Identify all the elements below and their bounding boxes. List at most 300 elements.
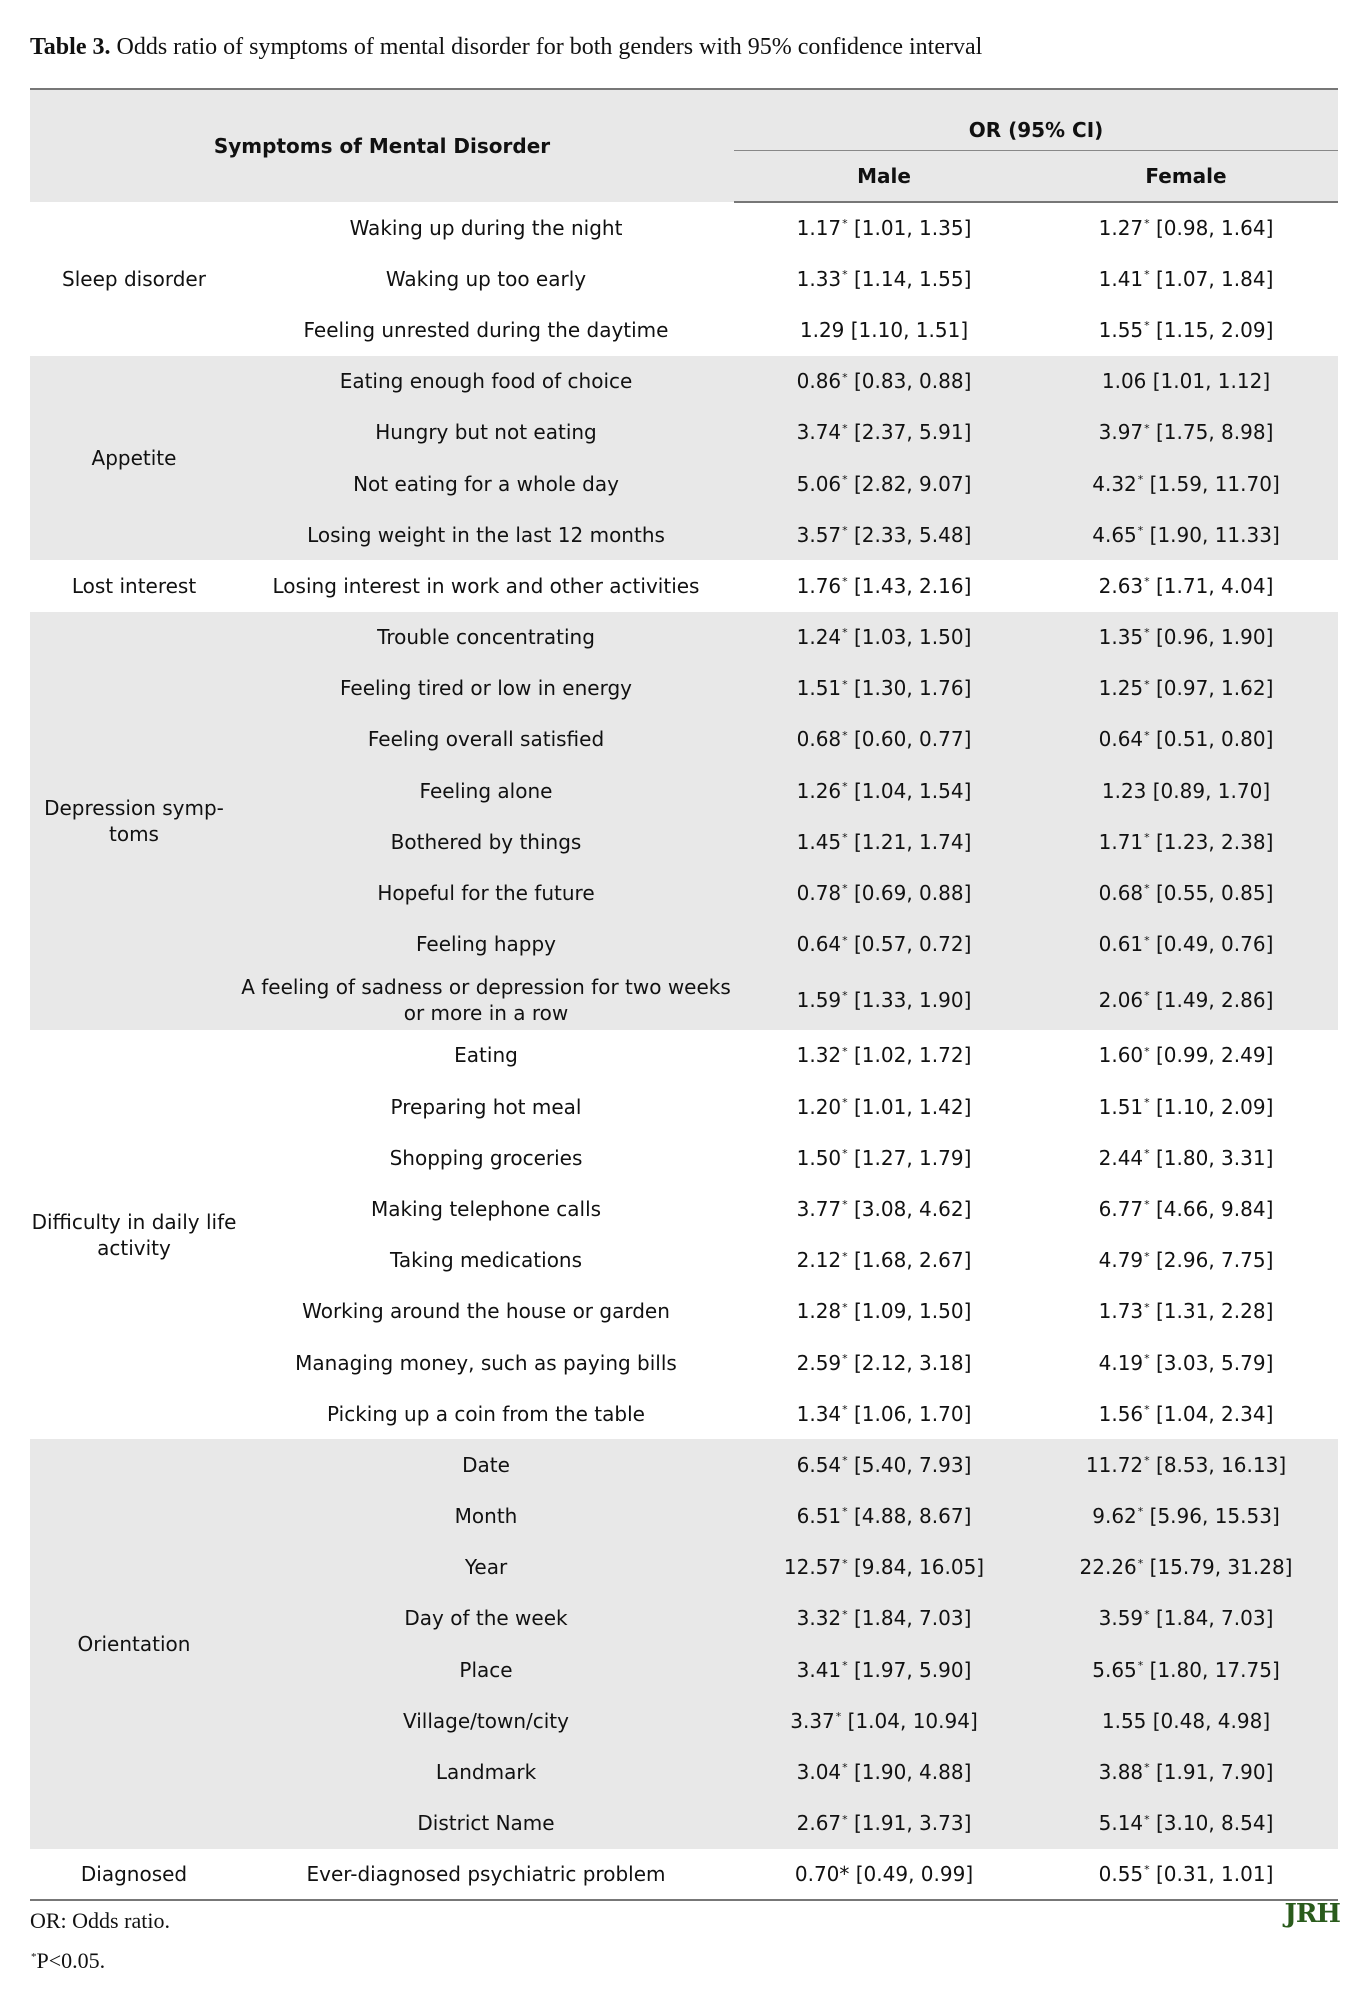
- female-or-value: 9.62: [1092, 1504, 1137, 1529]
- group-label: Orientation: [30, 1439, 238, 1849]
- symptom-label: Feeling unrested during the daytime: [238, 304, 734, 355]
- male-ci-value: [1.09, 1.50]: [847, 1299, 972, 1324]
- female-ci-value: [1.04, 2.34]: [1149, 1401, 1274, 1426]
- female-ci-value: [0.97, 1.62]: [1149, 676, 1274, 701]
- significance-mark: *: [1137, 1556, 1144, 1570]
- male-or-cell: [734, 1286, 1034, 1337]
- male-or-cell: [734, 1030, 1034, 1081]
- female-or-value: 0.68: [1098, 881, 1144, 906]
- male-ci-value: [1.10, 1.51]: [844, 317, 969, 342]
- significance-mark: *: [842, 1044, 848, 1058]
- female-or-cell: [1034, 867, 1338, 918]
- female-or-value: 1.51: [1098, 1094, 1144, 1119]
- male-or-cell: [734, 304, 1034, 355]
- symptom-label: Waking up during the night: [238, 202, 734, 253]
- female-or-value: 0.61: [1098, 932, 1144, 957]
- male-or-cell: [734, 714, 1034, 765]
- male-or-cell: [734, 1081, 1034, 1132]
- group-label: Difficulty in daily life activity: [30, 1030, 238, 1440]
- male-or-value: 0.68: [796, 727, 842, 752]
- female-or-cell: [1034, 663, 1338, 714]
- female-ci-value: [0.48, 4.98]: [1146, 1708, 1271, 1733]
- male-ci-value: [1.90, 4.88]: [847, 1760, 972, 1785]
- significance-mark: *: [842, 1351, 848, 1365]
- female-or-value: 3.97: [1098, 420, 1144, 445]
- male-or-cell: [734, 1695, 1034, 1746]
- significance-mark: *: [1144, 1249, 1150, 1263]
- footnote-p-star: *: [31, 1950, 37, 1963]
- significance-mark: *: [842, 1403, 848, 1417]
- female-or-cell: [1034, 1081, 1338, 1132]
- significance-mark: *: [1144, 1351, 1150, 1365]
- male-ci-value: [1.27, 1.79]: [847, 1145, 972, 1170]
- female-or-value: 4.19: [1098, 1350, 1144, 1375]
- caption-label: Table 3.: [30, 34, 111, 60]
- header-male: Male: [734, 151, 1034, 203]
- female-ci-value: [1.01, 1.12]: [1146, 369, 1271, 394]
- male-or-cell: [734, 1542, 1034, 1593]
- male-or-cell: [734, 202, 1034, 253]
- significance-mark: *: [842, 1607, 848, 1621]
- male-or-value: 1.24: [796, 625, 842, 650]
- male-or-value: 1.29: [799, 317, 845, 342]
- significance-mark: *: [842, 728, 848, 742]
- male-ci-value: [1.30, 1.76]: [847, 676, 972, 701]
- significance-mark: *: [842, 1095, 848, 1109]
- female-or-cell: [1034, 458, 1338, 509]
- female-or-cell: [1034, 1798, 1338, 1849]
- male-or-cell: [734, 765, 1034, 816]
- female-or-cell: [1034, 407, 1338, 458]
- male-or-cell: [734, 356, 1034, 407]
- male-or-cell: [734, 509, 1034, 560]
- male-ci-value: [3.08, 4.62]: [847, 1196, 972, 1221]
- female-or-value: 0.64: [1098, 727, 1144, 752]
- male-ci-value: [1.06, 1.70]: [847, 1401, 972, 1426]
- symptom-label: Losing weight in the last 12 months: [238, 509, 734, 560]
- male-or-value: 1.20: [796, 1094, 842, 1119]
- significance-mark: *: [842, 989, 848, 1003]
- symptom-label: Day of the week: [238, 1593, 734, 1644]
- significance-mark: *: [1144, 626, 1150, 640]
- male-or-cell: [734, 612, 1034, 663]
- female-or-cell: [1034, 1542, 1338, 1593]
- symptom-label: Ever-diagnosed psychiatric problem: [238, 1849, 734, 1900]
- female-or-cell: [1034, 1388, 1338, 1439]
- male-ci-value: [5.40, 7.93]: [847, 1452, 972, 1477]
- female-or-value: 2.06: [1098, 987, 1144, 1012]
- male-ci-value: [0.69, 0.88]: [847, 881, 972, 906]
- symptom-label: Year: [238, 1542, 734, 1593]
- female-ci-value: [1.84, 7.03]: [1149, 1606, 1274, 1631]
- symptom-label: Hungry but not eating: [238, 407, 734, 458]
- male-or-value: 0.78: [796, 881, 842, 906]
- significance-mark: *: [1144, 1300, 1150, 1314]
- male-or-cell: [734, 560, 1034, 611]
- male-ci-value: [1.68, 2.67]: [847, 1248, 972, 1273]
- female-ci-value: [1.49, 2.86]: [1149, 987, 1274, 1012]
- female-ci-value: [1.23, 2.38]: [1149, 829, 1274, 854]
- female-ci-value: [2.96, 7.75]: [1149, 1248, 1274, 1273]
- male-ci-value: [2.12, 3.18]: [847, 1350, 972, 1375]
- male-or-cell: [734, 1593, 1034, 1644]
- female-or-cell: [1034, 356, 1338, 407]
- female-ci-value: [1.80, 3.31]: [1149, 1145, 1274, 1170]
- significance-mark: *: [842, 1249, 848, 1263]
- female-ci-value: [0.55, 0.85]: [1149, 881, 1274, 906]
- significance-mark: *: [842, 575, 848, 589]
- male-or-cell: [734, 1746, 1034, 1797]
- symptom-label: Feeling happy: [238, 919, 734, 970]
- female-or-cell: [1034, 1746, 1338, 1797]
- significance-mark: *: [842, 882, 848, 896]
- significance-mark: *: [842, 1454, 848, 1468]
- significance-mark: *: [1144, 575, 1150, 589]
- symptom-label: Place: [238, 1644, 734, 1695]
- female-or-cell: [1034, 1849, 1338, 1900]
- significance-mark: *: [1144, 217, 1150, 231]
- significance-mark: *: [1144, 319, 1150, 333]
- female-or-value: 1.55: [1101, 1708, 1147, 1733]
- significance-mark: *: [1144, 1147, 1150, 1161]
- group-block: [30, 612, 1338, 1030]
- symptom-label: Making telephone calls: [238, 1183, 734, 1234]
- female-ci-value: [5.96, 15.53]: [1143, 1504, 1280, 1529]
- male-or-cell: [734, 867, 1034, 918]
- female-ci-value: [3.10, 8.54]: [1149, 1811, 1274, 1836]
- significance-mark: *: [842, 626, 848, 640]
- significance-mark: *: [1144, 268, 1150, 282]
- female-or-value: 0.55: [1098, 1861, 1144, 1886]
- footnote-or: OR: Odds ratio.: [30, 1908, 170, 1933]
- female-or-value: 5.65: [1092, 1657, 1137, 1682]
- symptom-label: Managing money, such as paying bills: [238, 1337, 734, 1388]
- female-or-value: 1.56: [1098, 1401, 1144, 1426]
- female-ci-value: [0.31, 1.01]: [1149, 1861, 1274, 1886]
- male-or-cell: [734, 1183, 1034, 1234]
- female-or-value: 11.72: [1085, 1452, 1144, 1477]
- table-row: [30, 560, 1338, 611]
- female-or-cell: [1034, 919, 1338, 970]
- female-ci-value: [1.91, 7.90]: [1149, 1760, 1274, 1785]
- male-or-cell: [734, 1798, 1034, 1849]
- female-ci-value: [1.59, 11.70]: [1143, 471, 1280, 496]
- female-ci-value: [1.10, 2.09]: [1149, 1094, 1274, 1119]
- female-or-cell: [1034, 1695, 1338, 1746]
- male-or-cell: [734, 1439, 1034, 1490]
- male-or-cell: [734, 1132, 1034, 1183]
- male-ci-value: [1.91, 3.73]: [847, 1811, 972, 1836]
- significance-mark: *: [1144, 1607, 1150, 1621]
- significance-mark: *: [842, 933, 848, 947]
- female-or-value: 1.35: [1098, 625, 1144, 650]
- female-ci-value: [1.15, 2.09]: [1149, 317, 1274, 342]
- male-ci-value: [9.84, 16.05]: [847, 1555, 985, 1580]
- female-or-value: 1.73: [1098, 1299, 1144, 1324]
- table-row: [30, 202, 1338, 253]
- symptom-label: Hopeful for the future: [238, 867, 734, 918]
- table-row: [30, 1849, 1338, 1900]
- group-block: [30, 202, 1338, 356]
- significance-mark: *: [842, 268, 848, 282]
- male-ci-value: [1.33, 1.90]: [847, 987, 972, 1012]
- significance-mark: *: [842, 1300, 848, 1314]
- caption-text: Odds ratio of symptoms of mental disorder for both genders with 95% confidence interval: [110, 34, 983, 60]
- header-or-ci: OR (95% CI): [734, 89, 1338, 151]
- group-block: [30, 1849, 1338, 1900]
- male-or-value: 3.77: [796, 1196, 842, 1221]
- female-ci-value: [15.79, 31.28]: [1143, 1555, 1293, 1580]
- female-ci-value: [1.90, 11.33]: [1143, 522, 1280, 547]
- female-or-cell: [1034, 509, 1338, 560]
- significance-mark: *: [842, 1659, 848, 1672]
- symptom-label: Taking medications: [238, 1235, 734, 1286]
- female-ci-value: [0.89, 1.70]: [1146, 778, 1271, 803]
- significance-mark: *: [842, 1198, 848, 1212]
- group-block: [30, 1439, 1338, 1849]
- male-or-value: 0.86: [796, 369, 842, 394]
- significance-mark: *: [1144, 989, 1150, 1003]
- male-or-value: 1.34: [796, 1401, 842, 1426]
- male-ci-value: [1.04, 1.54]: [847, 778, 972, 803]
- symptom-label: Date: [238, 1439, 734, 1490]
- male-or-cell: [734, 663, 1034, 714]
- odds-ratio-table: [30, 88, 1338, 1901]
- significance-mark: *: [1144, 421, 1150, 435]
- symptom-label: Shopping groceries: [238, 1132, 734, 1183]
- table-header: [30, 89, 1338, 202]
- male-or-value: 0.64: [796, 932, 842, 957]
- group-label: Lost interest: [30, 560, 238, 611]
- footnote-p: [30, 1948, 170, 1974]
- female-or-cell: [1034, 1491, 1338, 1542]
- significance-mark: *: [1144, 1044, 1150, 1058]
- significance-mark: *: [1144, 933, 1150, 947]
- symptom-label: Losing interest in work and other activities: [238, 560, 734, 611]
- symptom-label: Bothered by things: [238, 816, 734, 867]
- female-or-cell: [1034, 765, 1338, 816]
- header-symptoms: Symptoms of Mental Disorder: [30, 89, 734, 202]
- significance-mark: *: [842, 524, 848, 538]
- significance-mark: *: [1144, 728, 1150, 742]
- female-or-value: 4.32: [1092, 471, 1137, 496]
- male-or-value: 6.51: [796, 1504, 842, 1529]
- significance-mark: *: [1144, 1095, 1150, 1109]
- female-or-value: 1.06: [1101, 369, 1147, 394]
- female-or-value: 2.63: [1098, 573, 1144, 598]
- male-ci-value: [1.97, 5.90]: [847, 1657, 972, 1682]
- significance-mark: *: [842, 217, 848, 231]
- female-ci-value: [1.71, 4.04]: [1149, 573, 1274, 598]
- male-or-value: 3.04: [796, 1760, 842, 1785]
- male-ci-value: [1.21, 1.74]: [847, 829, 972, 854]
- significance-mark: *: [842, 1556, 848, 1570]
- significance-mark: *: [1144, 677, 1150, 691]
- symptom-label: Feeling tired or low in energy: [238, 663, 734, 714]
- significance-mark: *: [835, 1710, 842, 1724]
- symptom-label: Landmark: [238, 1746, 734, 1797]
- male-ci-value: [1.04, 10.94]: [841, 1708, 978, 1733]
- significance-mark: *: [842, 1147, 848, 1161]
- female-or-value: 1.27: [1098, 216, 1144, 241]
- symptom-label: Feeling overall satisfied: [238, 714, 734, 765]
- male-ci-value: [2.82, 9.07]: [847, 471, 972, 496]
- male-ci-value: [1.43, 2.16]: [847, 573, 972, 598]
- male-or-value: 5.06: [796, 471, 842, 496]
- male-or-value: 12.57: [783, 1555, 842, 1580]
- header-female: Female: [1034, 151, 1338, 203]
- female-or-value: 3.88: [1098, 1760, 1144, 1785]
- male-or-value: 2.12: [796, 1248, 842, 1273]
- female-or-value: 3.59: [1098, 1606, 1144, 1631]
- significance-mark: *: [1137, 524, 1144, 538]
- male-ci-value: [0.57, 0.72]: [847, 932, 972, 957]
- male-or-value: 1.59: [796, 987, 842, 1012]
- male-or-value: 1.32: [796, 1043, 842, 1068]
- female-or-cell: [1034, 1593, 1338, 1644]
- male-ci-value: [1.01, 1.42]: [847, 1094, 972, 1119]
- footnote-p-text: P<0.05.: [36, 1948, 106, 1973]
- male-or-value: 3.32: [796, 1606, 842, 1631]
- significance-mark: *: [842, 1761, 848, 1775]
- table-row: [30, 1030, 1338, 1081]
- significance-mark: *: [842, 677, 848, 691]
- significance-mark: *: [1144, 1761, 1150, 1775]
- female-or-value: 1.71: [1098, 829, 1144, 854]
- female-ci-value: [0.99, 2.49]: [1149, 1043, 1274, 1068]
- significance-mark: *: [842, 1505, 848, 1519]
- symptom-label: Eating enough food of choice: [238, 356, 734, 407]
- significance-mark: *: [842, 1812, 848, 1826]
- male-or-value: 6.54: [796, 1452, 842, 1477]
- male-or-value: 1.76: [796, 573, 842, 598]
- male-or-cell: [734, 816, 1034, 867]
- female-or-value: 1.55: [1098, 317, 1144, 342]
- significance-mark: *: [842, 780, 848, 793]
- symptom-label: Feeling alone: [238, 765, 734, 816]
- male-or-value: 3.57: [796, 522, 842, 547]
- male-or-cell: [734, 1644, 1034, 1695]
- female-ci-value: [0.96, 1.90]: [1149, 625, 1274, 650]
- male-or-cell: [734, 1849, 1034, 1900]
- female-ci-value: [4.66, 9.84]: [1149, 1196, 1274, 1221]
- female-or-value: 6.77: [1098, 1196, 1144, 1221]
- male-or-value: 0.70* [0.49, 0.99]: [794, 1861, 974, 1886]
- female-ci-value: [8.53, 16.13]: [1149, 1452, 1287, 1477]
- significance-mark: *: [1144, 1454, 1150, 1468]
- female-ci-value: [1.07, 1.84]: [1149, 266, 1274, 291]
- male-or-value: 3.74: [796, 420, 842, 445]
- male-ci-value: [1.03, 1.50]: [847, 625, 972, 650]
- group-block: [30, 356, 1338, 561]
- male-ci-value: [2.33, 5.48]: [847, 522, 972, 547]
- female-or-value: 1.25: [1098, 676, 1144, 701]
- male-or-value: 1.51: [796, 676, 842, 701]
- female-or-cell: [1034, 1183, 1338, 1234]
- male-or-cell: [734, 1235, 1034, 1286]
- significance-mark: *: [842, 421, 848, 435]
- male-or-cell: [734, 407, 1034, 458]
- female-or-cell: [1034, 816, 1338, 867]
- female-or-cell: [1034, 253, 1338, 304]
- female-or-cell: [1034, 1235, 1338, 1286]
- significance-mark: *: [1144, 1863, 1150, 1877]
- female-or-cell: [1034, 1439, 1338, 1490]
- female-or-value: 22.26: [1079, 1555, 1137, 1580]
- table-caption: [30, 34, 1330, 61]
- significance-mark: *: [1137, 472, 1144, 486]
- group-label: Sleep disorder: [30, 202, 238, 356]
- female-ci-value: [0.98, 1.64]: [1149, 216, 1274, 241]
- group-label: Depression symp- toms: [30, 612, 238, 1030]
- symptom-label: Picking up a coin from the table: [238, 1388, 734, 1439]
- male-or-cell: [734, 1388, 1034, 1439]
- group-label: Appetite: [30, 356, 238, 561]
- female-ci-value: [1.31, 2.28]: [1149, 1299, 1274, 1324]
- male-or-value: 1.50: [796, 1145, 842, 1170]
- female-or-value: 1.41: [1098, 266, 1144, 291]
- male-ci-value: [4.88, 8.67]: [847, 1504, 972, 1529]
- female-or-value: 1.23: [1101, 778, 1147, 803]
- female-or-cell: [1034, 202, 1338, 253]
- significance-mark: *: [842, 831, 848, 845]
- female-or-cell: [1034, 304, 1338, 355]
- group-label: Diagnosed: [30, 1849, 238, 1900]
- female-or-value: 4.65: [1092, 522, 1137, 547]
- male-or-value: 2.67: [796, 1811, 842, 1836]
- table-row: [30, 1439, 1338, 1490]
- group-block: [30, 1030, 1338, 1440]
- symptom-label: Waking up too early: [238, 253, 734, 304]
- female-or-cell: [1034, 1030, 1338, 1081]
- male-or-value: 1.17: [796, 216, 842, 241]
- significance-mark: *: [1137, 1505, 1144, 1519]
- footnotes: [30, 1908, 170, 1988]
- symptom-label: Eating: [238, 1030, 734, 1081]
- significance-mark: *: [842, 370, 848, 384]
- female-or-value: 1.60: [1098, 1043, 1144, 1068]
- male-or-value: 1.33: [796, 266, 842, 291]
- male-ci-value: [2.37, 5.91]: [847, 420, 972, 445]
- female-or-cell: [1034, 1286, 1338, 1337]
- male-ci-value: [1.02, 1.72]: [847, 1043, 972, 1068]
- significance-mark: *: [842, 472, 848, 486]
- significance-mark: *: [1144, 1403, 1150, 1417]
- female-ci-value: [1.75, 8.98]: [1149, 420, 1274, 445]
- male-ci-value: [1.14, 1.55]: [847, 266, 972, 291]
- symptom-label: Trouble concentrating: [238, 612, 734, 663]
- table-row: [30, 612, 1338, 663]
- significance-mark: *: [1144, 882, 1150, 896]
- male-or-value: 1.45: [796, 829, 842, 854]
- male-or-cell: [734, 919, 1034, 970]
- female-or-cell: [1034, 1644, 1338, 1695]
- male-ci-value: [0.83, 0.88]: [847, 369, 972, 394]
- male-or-value: 3.37: [790, 1708, 835, 1733]
- female-or-cell: [1034, 612, 1338, 663]
- journal-logo: JRH: [1284, 1899, 1340, 1929]
- female-ci-value: [0.51, 0.80]: [1149, 727, 1274, 752]
- female-or-value: 4.79: [1098, 1248, 1144, 1273]
- male-or-value: 3.41: [796, 1657, 842, 1682]
- symptom-label: A feeling of sadness or depression for two weeks or more in a row: [238, 970, 734, 1030]
- significance-mark: *: [1137, 1659, 1144, 1672]
- female-or-cell: [1034, 1337, 1338, 1388]
- symptom-label: Month: [238, 1491, 734, 1542]
- female-or-cell: [1034, 714, 1338, 765]
- female-or-value: 2.44: [1098, 1145, 1144, 1170]
- male-or-cell: [734, 253, 1034, 304]
